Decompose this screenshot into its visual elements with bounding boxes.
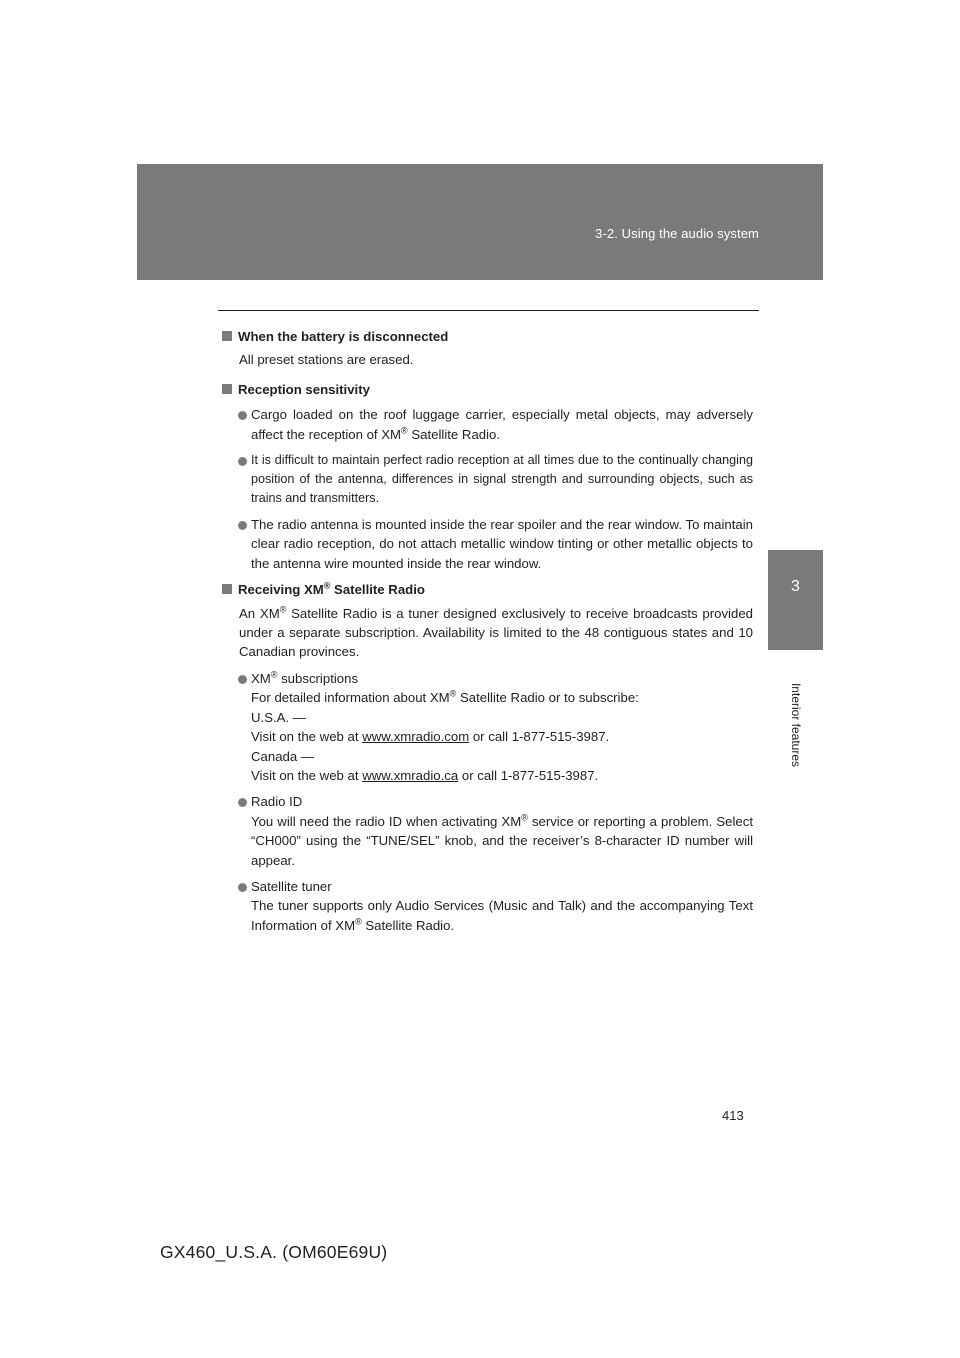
chapter-label-container [768,657,823,792]
square-bullet-icon [222,331,232,341]
xmradio-com-link[interactable]: www.xmradio.com [362,729,470,745]
bullet-dot-icon [238,675,247,684]
bullet-dot-icon [238,883,247,892]
page-content [222,327,753,942]
square-bullet-icon [222,584,232,594]
bullet-dot-icon [238,411,247,420]
chapter-label: Interior features [788,682,803,767]
battery-text: All preset stations are erased. [239,352,414,368]
footer-model-code: GX460_U.S.A. (OM60E69U) [160,1242,388,1262]
satellite-tuner-bullet: Satellite tuner The tuner supports only Audio Services (Music and Talk) and the accompanying Text Information of XM® Satellite Radio. [222,877,753,935]
reception-bullet-difficult: It is difficult to maintain perfect radio reception at all times due to the continually changing position of the antenna, differences in signal strength and surrounding objects, such as trains and transmitters. [222,451,753,508]
page-number: 413 [722,1108,744,1123]
heading-battery: When the battery is disconnected [222,327,753,346]
square-bullet-icon [222,384,232,394]
section-title: 3-2. Using the audio system [595,226,759,241]
reception-bullet-cargo: Cargo loaded on the roof luggage carrier, especially metal objects, may adversely affect the reception of XM® Satellite Radio. [222,405,753,444]
radio-id-bullet: Radio ID You will need the radio ID when activating XM® service or reporting a problem. Select “CH000” using the “TUNE/SEL” knob, and the receiver’s 8-character ID number will appear. [222,792,753,870]
section-header-band [137,164,823,280]
heading-reception: Reception sensitivity [222,380,753,399]
xmradio-ca-link[interactable]: www.xmradio.ca [362,767,459,783]
bullet-dot-icon [238,521,247,530]
top-divider [218,310,759,311]
heading-receiving-xm: Receiving XM® Satellite Radio [222,580,753,599]
subscriptions-bullet: XM® subscriptions For detailed information about XM® Satellite Radio or to subscribe: U.S.A. — Visit on the web at www.xmradio.com or call 1-877-515-3987. Canada — Visit on the web at www.xmradio.ca or call 1-877-515-3987. [222,669,753,785]
bullet-dot-icon [238,798,247,807]
receiving-intro: An XM® Satellite Radio is a tuner designed exclusively to receive broadcasts provided under a separate subscription. Availability is limited to the 48 contiguous states and 10 Canadian provinces. [239,604,753,660]
chapter-tab [768,550,823,650]
bullet-dot-icon [238,457,247,466]
chapter-number: 3 [791,578,800,595]
reception-bullet-antenna: The radio antenna is mounted inside the rear spoiler and the rear window. To maintain clear radio reception, do not attach metallic window tinting or other metallic objects to the antenna wire mounted inside the rear window. [222,515,753,573]
